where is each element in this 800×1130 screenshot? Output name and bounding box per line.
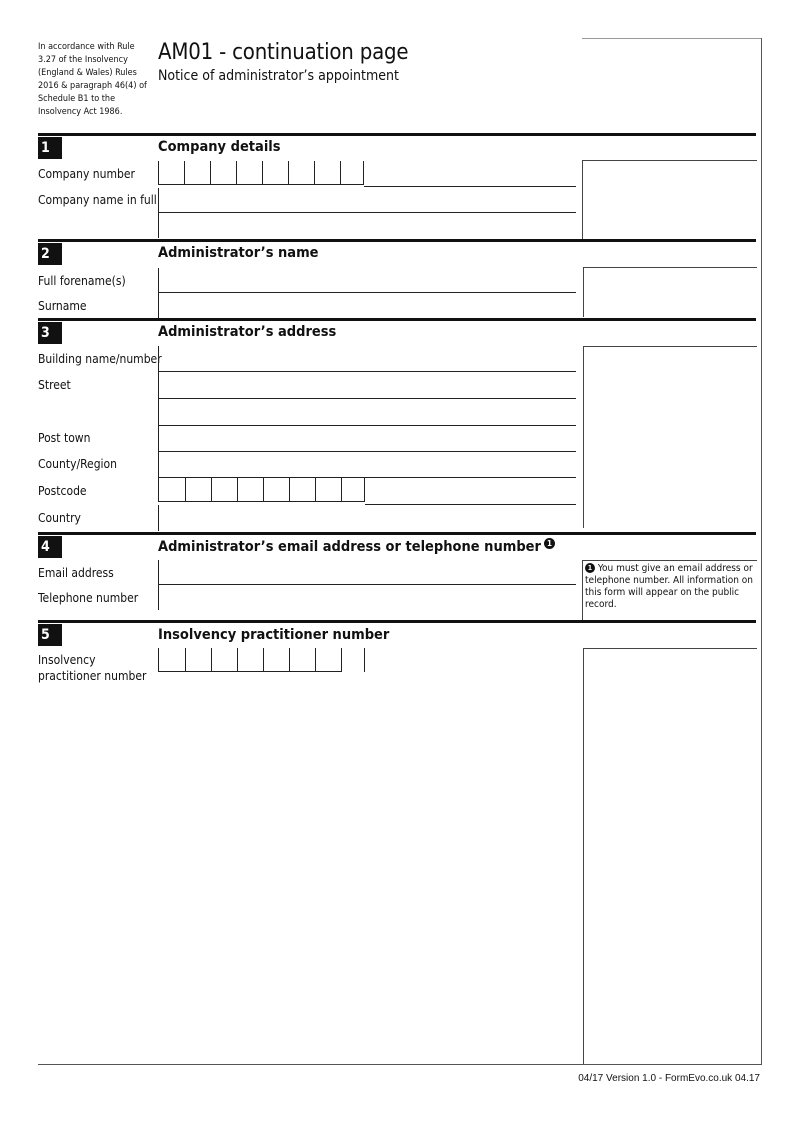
- company-number-box-5[interactable]: [262, 161, 288, 185]
- post-town-label: Post town: [38, 431, 91, 445]
- company-name-input-line-1[interactable]: [158, 188, 576, 213]
- frame-top-rule: [582, 38, 762, 39]
- postcode-box-3[interactable]: [211, 478, 237, 502]
- section-3-number: 3: [38, 322, 62, 344]
- surname-label: Surname: [38, 299, 87, 313]
- section-4-title: [158, 538, 555, 555]
- legal-reference: In accordance with Rule 3.27 of the Insolvency (England & Wales) Rules 2016 & paragraph 46(4) of Schedule B1 to the Insolvency Act 1986.: [38, 42, 147, 117]
- ip-number-box-3[interactable]: [211, 648, 237, 672]
- section-4-rule: [38, 532, 756, 535]
- postcode-box-2[interactable]: [185, 478, 211, 502]
- company-number-box-1[interactable]: [158, 161, 184, 185]
- section-2-title: Administrator’s name: [158, 245, 319, 261]
- company-number-box-2[interactable]: [184, 161, 210, 185]
- guidance-note-text: You must give an email address or telephone number. All information on this form will appear on the public record.: [585, 563, 753, 610]
- section-2-number: 2: [38, 243, 62, 265]
- ip-number-box-8[interactable]: [341, 648, 365, 672]
- telephone-input[interactable]: [158, 585, 576, 610]
- postcode-box-7[interactable]: [315, 478, 341, 502]
- company-number-box-7[interactable]: [314, 161, 340, 185]
- section-5-side-box: [583, 648, 757, 1064]
- street-input-line-1[interactable]: [158, 372, 576, 399]
- forename-label: Full forename(s): [38, 274, 126, 288]
- postcode-box-6[interactable]: [289, 478, 315, 502]
- page-title: AM01 - continuation page: [158, 40, 409, 65]
- company-name-label: Company name in full: [38, 193, 157, 207]
- frame-right-rule: [761, 38, 762, 1064]
- guidance-note: [585, 563, 755, 611]
- postcode-box-5[interactable]: [263, 478, 289, 502]
- company-number-box-4[interactable]: [236, 161, 262, 185]
- post-town-input[interactable]: [158, 426, 576, 452]
- telephone-label: Telephone number: [38, 591, 139, 605]
- section-3-rule: [38, 318, 756, 321]
- section-1-rule: [38, 133, 756, 136]
- forename-input[interactable]: [158, 268, 576, 293]
- company-number-box-8[interactable]: [340, 161, 364, 185]
- note-marker-icon: 1: [585, 563, 595, 573]
- section-2-side-box: [583, 267, 757, 317]
- section-5-rule: [38, 620, 756, 623]
- postcode-label: Postcode: [38, 484, 87, 498]
- ip-number-box-1[interactable]: [158, 648, 185, 672]
- ip-number-label: Insolvency practitioner number: [38, 653, 147, 683]
- building-input[interactable]: [158, 346, 576, 372]
- section-3-side-box: [583, 346, 757, 528]
- building-label: Building name/number: [38, 352, 162, 366]
- section-4-number: 4: [38, 536, 62, 558]
- country-input[interactable]: [158, 505, 576, 531]
- county-input[interactable]: [158, 452, 576, 478]
- email-label: Email address: [38, 566, 114, 580]
- ip-number-box-7[interactable]: [315, 648, 341, 672]
- company-number-box-3[interactable]: [210, 161, 236, 185]
- postcode-box-8[interactable]: [341, 478, 365, 502]
- note-marker-icon: 1: [544, 538, 555, 549]
- ip-number-box-4[interactable]: [237, 648, 263, 672]
- surname-input[interactable]: [158, 293, 576, 318]
- company-number-label: Company number: [38, 167, 135, 181]
- section-4-title-text: Administrator’s email address or telephone number: [158, 539, 541, 555]
- section-1-side-box: [582, 160, 757, 240]
- section-5-title: Insolvency practitioner number: [158, 627, 390, 643]
- section-5-number: 5: [38, 624, 62, 646]
- county-label: County/Region: [38, 457, 117, 471]
- ip-number-box-5[interactable]: [263, 648, 289, 672]
- email-input[interactable]: [158, 560, 576, 585]
- section-3-title: Administrator’s address: [158, 324, 337, 340]
- country-label: Country: [38, 511, 81, 525]
- section-1-title: Company details: [158, 139, 281, 155]
- section-1-number: 1: [38, 137, 62, 159]
- postcode-box-4[interactable]: [237, 478, 263, 502]
- company-name-input-line-2[interactable]: [158, 213, 576, 238]
- frame-bottom-rule: [38, 1064, 762, 1065]
- street-label: Street: [38, 378, 71, 392]
- footer-version: 04/17 Version 1.0 - FormEvo.co.uk 04.17: [578, 1073, 760, 1084]
- ip-number-box-6[interactable]: [289, 648, 315, 672]
- company-number-box-6[interactable]: [288, 161, 314, 185]
- section-2-rule: [38, 239, 756, 242]
- street-input-line-2[interactable]: [158, 399, 576, 426]
- postcode-box-1[interactable]: [158, 478, 185, 502]
- page-subtitle: Notice of administrator’s appointment: [158, 68, 399, 84]
- ip-number-box-2[interactable]: [185, 648, 211, 672]
- company-number-rule: [364, 186, 576, 187]
